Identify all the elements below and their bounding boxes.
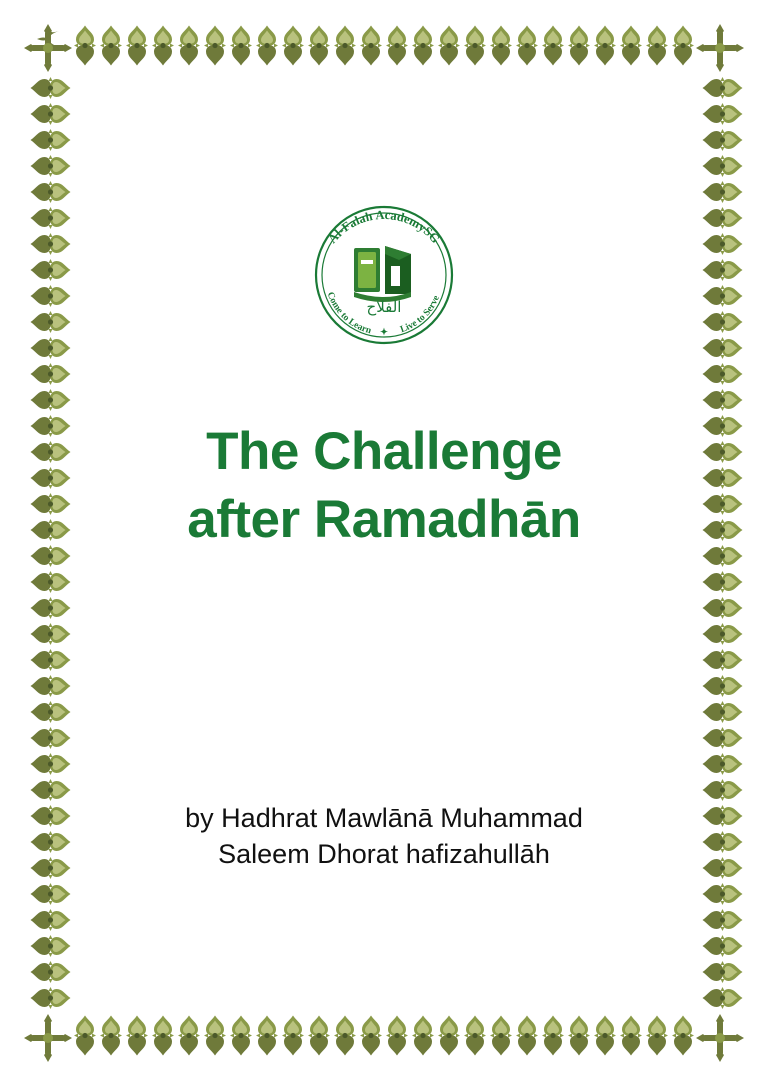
- border-motif: [306, 1012, 332, 1064]
- border-motif: [22, 543, 74, 569]
- border-motif: [694, 959, 746, 985]
- border-motif: [540, 1012, 566, 1064]
- border-motif: [150, 1012, 176, 1064]
- border-motif: [22, 569, 74, 595]
- border-motif: [694, 829, 746, 855]
- border-motif: [384, 22, 410, 74]
- svg-text:Live to Serve: [399, 294, 442, 335]
- page-title: [90, 418, 678, 554]
- border-motif: [540, 22, 566, 74]
- svg-text:✦: [380, 327, 388, 338]
- border-motif: [22, 907, 74, 933]
- border-motif: [694, 491, 746, 517]
- border-motif: [566, 22, 592, 74]
- border-motif: [694, 101, 746, 127]
- border-motif: [694, 361, 746, 387]
- corner-cross-icon-top-right: [694, 22, 746, 74]
- byline-line-2: Saleem Dhorat hafizahullāh: [218, 839, 550, 870]
- border-motif: [410, 1012, 436, 1064]
- border-motif: [384, 1012, 410, 1064]
- border-motif: [694, 985, 746, 1011]
- border-motif: [22, 673, 74, 699]
- border-motif: [22, 439, 74, 465]
- border-motif: [694, 933, 746, 959]
- border-motif: [228, 22, 254, 74]
- author-byline: [110, 800, 658, 873]
- border-motif: [694, 855, 746, 881]
- border-motif: [22, 517, 74, 543]
- border-motif: [694, 465, 746, 491]
- corner-cross-icon-top-left: [22, 22, 74, 74]
- border-motif: [644, 1012, 670, 1064]
- border-motif: [694, 387, 746, 413]
- border-motif: [280, 1012, 306, 1064]
- border-motif: [98, 22, 124, 74]
- border-motif: [694, 751, 746, 777]
- border-motif: [436, 22, 462, 74]
- border-motif: [202, 1012, 228, 1064]
- border-motif: [358, 1012, 384, 1064]
- border-motif: [22, 959, 74, 985]
- border-motif: [694, 699, 746, 725]
- border-motif: [694, 569, 746, 595]
- border-motif: [694, 595, 746, 621]
- title-line-1: The Challenge: [206, 422, 562, 481]
- border-motif: [694, 439, 746, 465]
- border-motif: [98, 1012, 124, 1064]
- border-motif: [22, 465, 74, 491]
- border-motif: [22, 829, 74, 855]
- border-motif: [22, 985, 74, 1011]
- border-motif: [332, 22, 358, 74]
- border-motif: [462, 22, 488, 74]
- border-motif: [410, 22, 436, 74]
- border-motif: [694, 907, 746, 933]
- border-motif: [670, 22, 694, 74]
- border-motif: [22, 491, 74, 517]
- border-motif: [22, 75, 74, 101]
- svg-text:Al-Falah AcademySG: [325, 208, 443, 246]
- al-falah-academy-sg-logo: [299, 190, 469, 360]
- border-motif: [280, 22, 306, 74]
- border-motif: [462, 1012, 488, 1064]
- border-motif: [436, 1012, 462, 1064]
- border-motif: [592, 22, 618, 74]
- byline-line-1: by Hadhrat Mawlānā Muhammad: [185, 803, 583, 833]
- border-motif: [22, 361, 74, 387]
- border-motif: [694, 543, 746, 569]
- border-motif: [254, 1012, 280, 1064]
- border-motif: [22, 699, 74, 725]
- border-motif: [694, 517, 746, 543]
- border-motif: [22, 777, 74, 803]
- border-motif: [22, 933, 74, 959]
- border-motif: [22, 725, 74, 751]
- border-motif: [694, 413, 746, 439]
- logo-arabic-text: الفلاح: [366, 298, 402, 316]
- border-motif: [618, 22, 644, 74]
- border-motif: [694, 75, 746, 101]
- border-motif: [22, 621, 74, 647]
- border-motif: [670, 1012, 694, 1064]
- border-motif: [176, 1012, 202, 1064]
- border-motif: [566, 1012, 592, 1064]
- border-motif: [694, 621, 746, 647]
- border-motif: [22, 595, 74, 621]
- border-motif: [694, 153, 746, 179]
- border-motif: [176, 22, 202, 74]
- border-motif: [22, 153, 74, 179]
- border-motif: [488, 1012, 514, 1064]
- corner-cross-icon-bottom-right: [694, 1012, 746, 1064]
- border-motif: [332, 1012, 358, 1064]
- border-motif: [592, 1012, 618, 1064]
- border-motif: [618, 1012, 644, 1064]
- border-motif: [150, 22, 176, 74]
- border-motif: [694, 777, 746, 803]
- border-motif: [22, 413, 74, 439]
- border-motif: [22, 647, 74, 673]
- logo-arc-top-text: Al-Falah AcademySG: [325, 207, 443, 246]
- border-motif: [124, 22, 150, 74]
- logo-arc-bottom-left-text: Come to Learn: [324, 290, 373, 337]
- border-motif: [74, 1012, 98, 1064]
- logo-container: [0, 190, 768, 360]
- border-motif: [306, 22, 332, 74]
- border-motif: [22, 855, 74, 881]
- border-motif: [22, 803, 74, 829]
- border-motif: [358, 22, 384, 74]
- border-band-bottom: [74, 1012, 694, 1064]
- border-motif: [22, 751, 74, 777]
- border-motif: [694, 881, 746, 907]
- border-motif: [694, 725, 746, 751]
- border-motif: [22, 881, 74, 907]
- border-motif: [22, 127, 74, 153]
- border-motif: [694, 673, 746, 699]
- border-motif: [488, 22, 514, 74]
- border-band-top: [74, 22, 694, 74]
- border-motif: [644, 22, 670, 74]
- logo-arc-bottom-right-text: Live to Serve: [399, 294, 442, 336]
- border-motif: [254, 22, 280, 74]
- border-motif: [694, 127, 746, 153]
- corner-cross-icon-bottom-left: [22, 1012, 74, 1064]
- border-motif: [514, 1012, 540, 1064]
- border-motif: [694, 647, 746, 673]
- border-motif: [124, 1012, 150, 1064]
- title-line-2: after Ramadhān: [187, 489, 581, 549]
- logo-separator-glyph: ✦: [380, 327, 388, 338]
- border-motif: [694, 803, 746, 829]
- border-motif: [22, 387, 74, 413]
- border-motif: [228, 1012, 254, 1064]
- border-motif: [202, 22, 228, 74]
- border-motif: [74, 22, 98, 74]
- border-motif: [514, 22, 540, 74]
- border-motif: [22, 101, 74, 127]
